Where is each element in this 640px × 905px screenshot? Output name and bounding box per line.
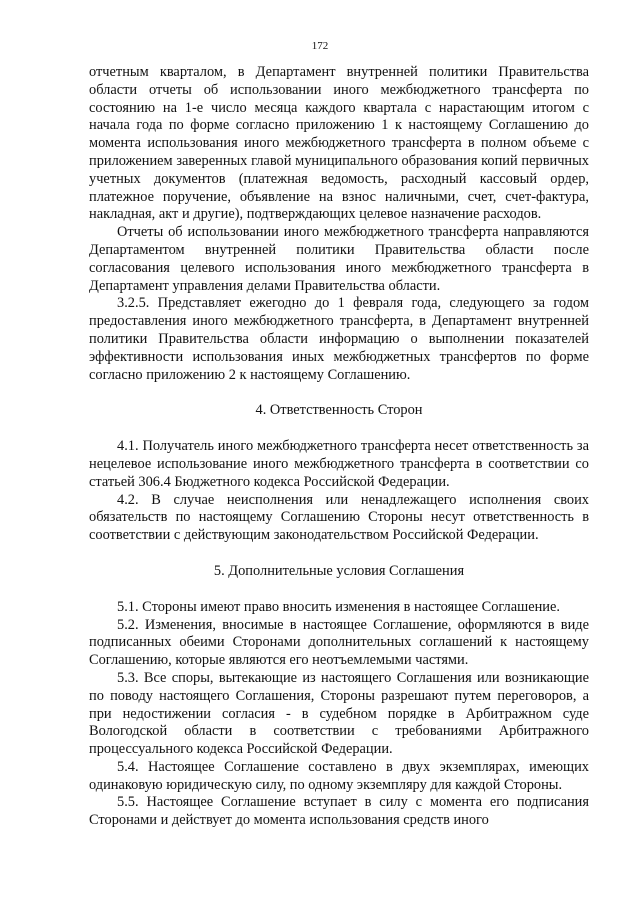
section-heading: 4. Ответственность Сторон [255,402,423,419]
paragraph: отчетным кварталом, в Департамент внутренней политики Правительства области отчеты об использовании иного межбюджетного трансферта по состоянию на 1-е число месяца каждого квартала с нарастающим итогом с начала года по форме согласно приложению 1 к настоящему Соглашению до момента использования иного межбюджетного трансферта в полном объеме с приложением заверенных главой муниципального образования копий первичных учетных документов (платежная ведомость, расходный кассовый ордер, платежное поручение, объявление на взнос наличными, счет, счет-фактура, накладная, акт и другие), подтверждающих целевое назначение расходов. [89,64,589,223]
paragraph: 5.5. Настоящее Соглашение вступает в силу с момента его подписания Сторонами и действует до момента использования средств иного [89,794,589,829]
paragraph: 3.2.5. Представляет ежегодно до 1 февраля года, следующего за годом предоставления иного межбюджетного трансферта, в Департамент внутренней политики Правительства области информацию о выполнении показателей эффективности использования иных межбюджетных трансфертов по форме согласно приложению 2 к настоящему Соглашению. [89,295,589,383]
paragraph: 5.3. Все споры, вытекающие из настоящего Соглашения или возникающие по поводу настоящего Соглашения, Стороны разрешают путем переговоров, а при недостижении согласия - в судебном порядке в Арбитражном суде Вологодской области в соответствии с требованиями Арбитражного процессуального кодекса Российской Федерации. [89,669,589,758]
paragraph: 5.4. Настоящее Соглашение составлено в двух экземплярах, имеющих одинаковую юридическую силу, по одному экземпляру для каждой Стороны. [89,758,589,793]
paragraph: 4.2. В случае неисполнения или ненадлежащего исполнения своих обязательств по настоящему Соглашению Стороны несут ответственность в соответствии с действующим законодательством Российской Федерации. [89,491,589,544]
paragraph: 5.2. Изменения, вносимые в настоящее Соглашение, оформляются в виде подписанных обеими Сторонами дополнительных соглашений к настоящему Соглашению, которые являются его неотъемлемыми частями. [89,616,589,669]
paragraph: 4.1. Получатель иного межбюджетного трансферта несет ответственность за нецелевое использование иного межбюджетного трансферта в соответствии со статьей 306.4 Бюджетного кодекса Российской Федерации. [89,438,589,490]
page-number: 172 [311,40,329,52]
document-body [89,64,589,830]
paragraph: Отчеты об использовании иного межбюджетного трансферта направляются Департаментом внутренней политики Правительства области после согласования целевого использования иного межбюджетного трансферта в Департамент управления делами Правительства области. [89,224,589,294]
paragraph: 5.1. Стороны имеют право вносить изменения в настоящее Соглашение. [117,598,560,615]
section-heading: 5. Дополнительные условия Соглашения [213,562,465,579]
